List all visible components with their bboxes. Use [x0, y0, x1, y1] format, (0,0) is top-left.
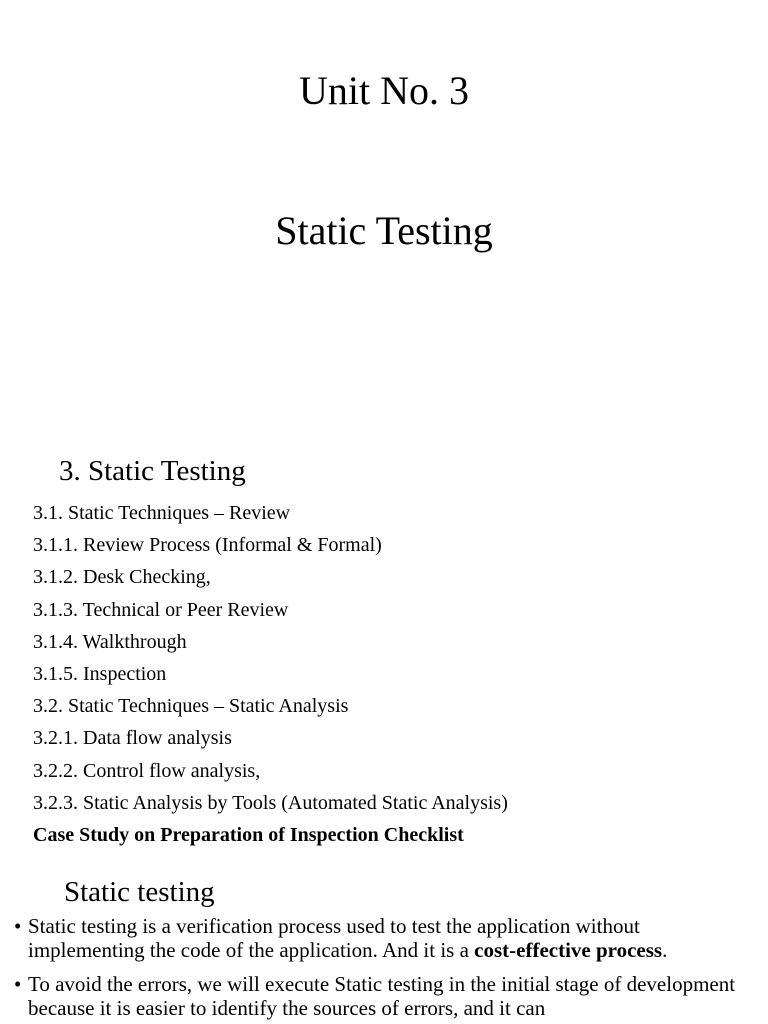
case-study-item: Case Study on Preparation of Inspection Checklist: [33, 823, 464, 846]
toc-item: 3.1.3. Technical or Peer Review: [33, 598, 289, 621]
bullet-glyph: •: [14, 914, 22, 938]
unit-subtitle: Static Testing: [275, 208, 493, 253]
toc-item: 3.2. Static Techniques – Static Analysis: [33, 695, 349, 718]
bullet-glyph: •: [14, 972, 22, 996]
toc-list: [33, 499, 508, 853]
toc-item: 3.1. Static Techniques – Review: [33, 502, 291, 524]
bullet-text: Static testing is a verification process used to test the application without implementing the code of the application. And it is a: [28, 914, 640, 962]
bullet-text-end: .: [662, 938, 668, 962]
toc-item: 3.2.3. Static Analysis by Tools (Automated Static Analysis): [33, 791, 508, 814]
toc-item: 3.1.4. Walkthrough: [33, 630, 187, 653]
toc-item: 3.2.2. Control flow analysis,: [33, 759, 261, 782]
bullet-list: [14, 914, 754, 1024]
toc-item: 3.1.5. Inspection: [33, 662, 167, 685]
toc-item: 3.1.2. Desk Checking,: [33, 566, 211, 589]
section-heading: Static testing: [64, 876, 215, 908]
bullet-text: To avoid the errors, we will execute Static testing in the initial stage of development because it is easier to identify the sources of errors, and it can: [28, 972, 736, 1020]
toc-heading: 3. Static Testing: [59, 455, 246, 487]
toc-item: 3.1.1. Review Process (Informal & Formal): [33, 534, 382, 557]
bullet-item: [14, 972, 754, 1020]
bullet-bold-text: cost-effective process: [474, 938, 663, 962]
bullet-item: [14, 914, 754, 962]
toc-item: 3.2.1. Data flow analysis: [33, 727, 232, 750]
unit-title: Unit No. 3: [299, 68, 469, 113]
title-slide: [0, 0, 768, 440]
